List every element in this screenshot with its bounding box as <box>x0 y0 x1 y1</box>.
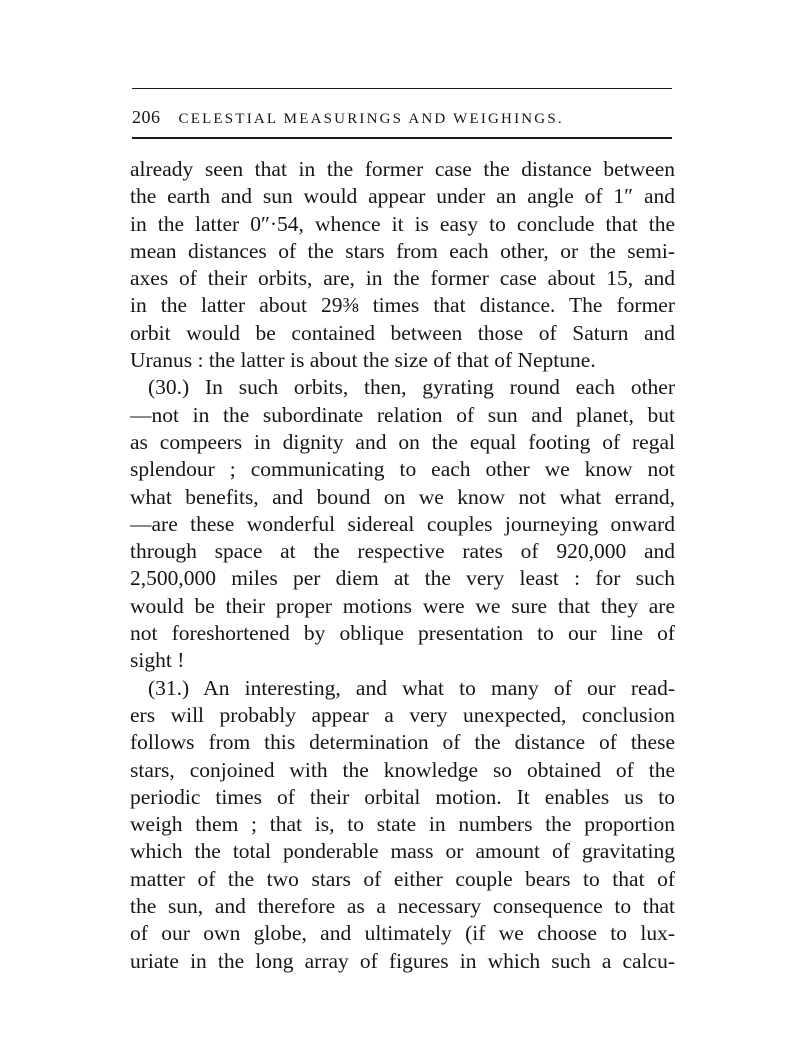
paragraph-30-start: (30.) In such orbits, then, gyrating round each other <box>148 375 675 400</box>
text-line: what benefits, and bound on we know not what errand, <box>130 484 675 509</box>
text-line: matter of the two stars of either couple bears to that of <box>130 866 675 891</box>
text-line: already seen that in the former case the distance between <box>130 157 675 181</box>
header-rule-top <box>132 88 672 89</box>
text-line: —not in the subordinate relation of sun and planet, but <box>130 402 675 427</box>
text-line: would be their proper motions were we sure that they are <box>130 593 675 618</box>
text-line: mean distances of the stars from each other, or the semi- <box>130 238 675 263</box>
text-line: ers will probably appear a very unexpected, conclusion <box>130 702 675 727</box>
text-line: periodic times of their orbital motion. It enables us to <box>130 784 675 809</box>
text-line: in the latter 0″·54, whence it is easy to conclude that the <box>130 211 675 236</box>
text-line: of our own globe, and ultimately (if we choose to lux- <box>130 921 675 946</box>
text-line: Uranus : the latter is about the size of that of Neptune. <box>130 348 596 373</box>
text-line: uriate in the long array of figures in which such a calcu- <box>130 948 675 973</box>
text-line: the earth and sun would appear under an angle of 1″ and <box>130 184 675 209</box>
body-text <box>130 156 675 975</box>
text-line: orbit would be contained between those of Saturn and <box>130 320 675 345</box>
text-line: not foreshortened by oblique presentation to our line of <box>130 621 675 646</box>
running-head: CELESTIAL MEASURINGS AND WEIGHINGS. <box>178 111 564 127</box>
text-line: stars, conjoined with the knowledge so obtained of the <box>130 757 675 782</box>
text-line: 2,500,000 miles per diem at the very least : for such <box>130 566 675 591</box>
text-line: as compeers in dignity and on the equal footing of regal <box>130 429 675 454</box>
text-line: through space at the respective rates of 920,000 and <box>130 539 675 564</box>
paragraph-31-start: (31.) An interesting, and what to many of our read- <box>148 675 675 700</box>
text-line: follows from this determination of the distance of these <box>130 730 675 755</box>
text-line: the sun, and therefore as a necessary consequence to that <box>130 894 675 919</box>
header-rule-bottom <box>132 137 672 139</box>
text-line: —are these wonderful sidereal couples journeying onward <box>130 511 675 536</box>
text-line: which the total ponderable mass or amount of gravitating <box>130 839 675 864</box>
page-header <box>132 104 672 130</box>
text-line: sight ! <box>130 648 185 673</box>
page-number: 206 <box>132 107 161 127</box>
text-line: splendour ; communicating to each other we know not <box>130 457 675 482</box>
text-line: weigh them ; that is, to state in numbers the proportion <box>130 812 675 837</box>
text-line: in the latter about 29⅜ times that distance. The former <box>130 293 675 318</box>
text-line: axes of their orbits, are, in the former case about 15, and <box>130 266 675 291</box>
